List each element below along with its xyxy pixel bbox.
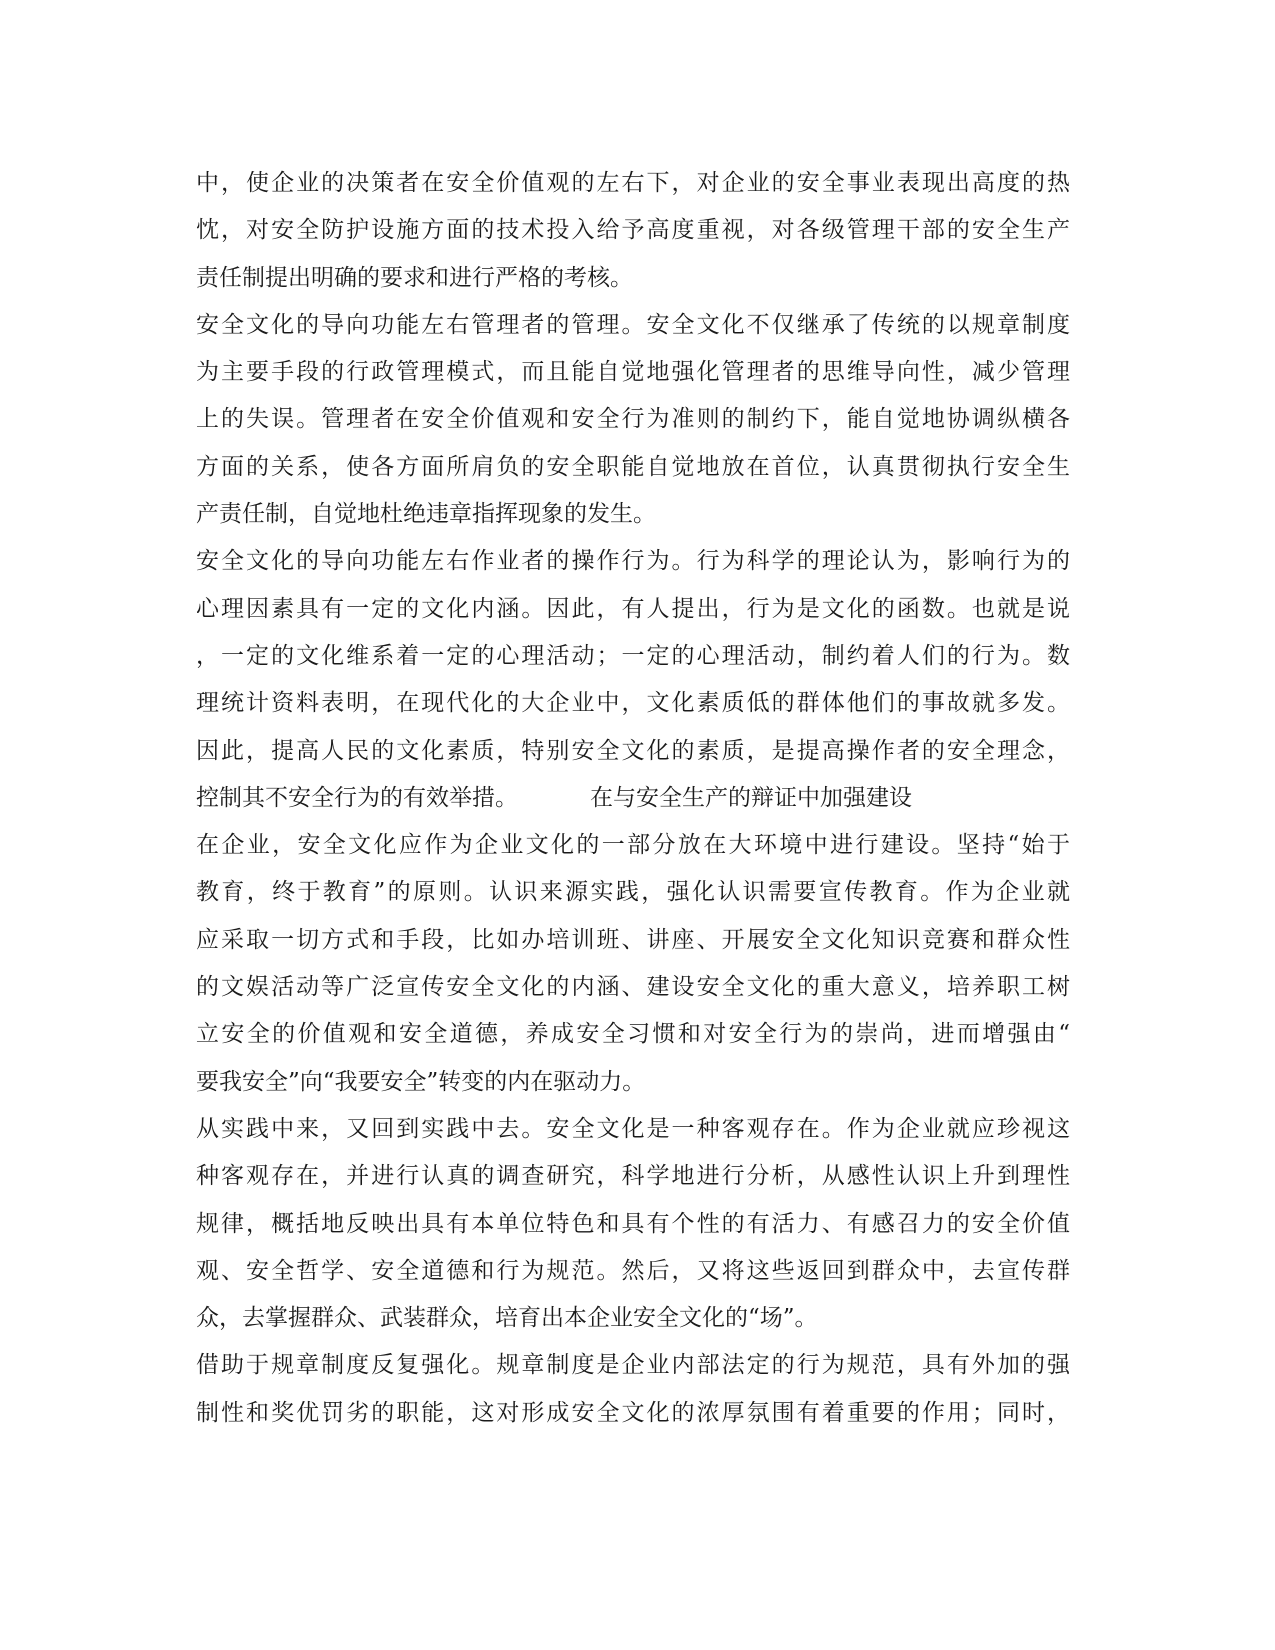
text-line: 观、安全哲学、安全道德和行为规范。然后，又将这些返回到群众中，去宣传群	[196, 1257, 1070, 1284]
section-heading: 在与安全生产的辩证中加强建设	[590, 784, 912, 811]
text-line: 安全文化的导向功能左右作业者的操作行为。行为科学的理论认为，影响行为的	[196, 548, 1070, 575]
text-line: 规律，概括地反映出具有本单位特色和具有个性的有活力、有感召力的安全价值	[196, 1210, 1070, 1237]
text-line: 借助于规章制度反复强化。规章制度是企业内部法定的行为规范，具有外加的强	[196, 1352, 1070, 1379]
text-line: 要我安全”向“我要安全”转变的内在驱动力。	[196, 1068, 646, 1095]
text-line: 从实践中来，又回到实践中去。安全文化是一种客观存在。作为企业就应珍视这	[196, 1115, 1070, 1142]
text-line: 种客观存在，并进行认真的调查研究，科学地进行分析，从感性认识上升到理性	[196, 1163, 1070, 1190]
text-line: 制性和奖优罚劣的职能，这对形成安全文化的浓厚氛围有着重要的作用；同时，	[196, 1399, 1070, 1426]
text-line: 控制其不安全行为的有效举措。	[196, 784, 518, 811]
text-line: ，一定的文化维系着一定的心理活动；一定的心理活动，制约着人们的行为。数	[196, 642, 1070, 669]
text-line: 上的失误。管理者在安全价值观和安全行为准则的制约下，能自觉地协调纵横各	[196, 406, 1070, 433]
text-line: 众，去掌握群众、武装群众，培育出本企业安全文化的“场”。	[196, 1305, 818, 1332]
text-line-with-heading	[196, 775, 1070, 822]
text-line: 的文娱活动等广泛宣传安全文化的内涵、建设安全文化的重大意义，培养职工树	[196, 974, 1070, 1001]
text-line: 方面的关系，使各方面所肩负的安全职能自觉地放在首位，认真贯彻执行安全生	[196, 453, 1070, 480]
document-body	[196, 160, 1070, 1437]
text-line: 忱，对安全防护设施方面的技术投入给予高度重视，对各级管理干部的安全生产	[196, 217, 1070, 244]
text-line: 安全文化的导向功能左右管理者的管理。安全文化不仅继承了传统的以规章制度	[196, 311, 1070, 338]
text-line: 应采取一切方式和手段，比如办培训班、讲座、开展安全文化知识竞赛和群众性	[196, 926, 1070, 953]
text-line: 心理因素具有一定的文化内涵。因此，有人提出，行为是文化的函数。也就是说	[196, 595, 1070, 622]
text-line: 教育，终于教育”的原则。认识来源实践，强化认识需要宣传教育。作为企业就	[196, 879, 1070, 906]
text-line: 在企业，安全文化应作为企业文化的一部分放在大环境中进行建设。坚持“始于	[196, 832, 1070, 859]
text-line: 中，使企业的决策者在安全价值观的左右下，对企业的安全事业表现出高度的热	[196, 170, 1070, 196]
text-line: 理统计资料表明，在现代化的大企业中，文化素质低的群体他们的事故就多发。	[196, 690, 1070, 717]
text-line: 产责任制，自觉地杜绝违章指挥现象的发生。	[196, 501, 656, 528]
text-line: 为主要手段的行政管理模式，而且能自觉地强化管理者的思维导向性，减少管理	[196, 359, 1070, 386]
text-line: 立安全的价值观和安全道德，养成安全习惯和对安全行为的崇尚，进而增强由“	[196, 1021, 1070, 1048]
text-line: 因此，提高人民的文化素质，特别安全文化的素质，是提高操作者的安全理念，	[196, 737, 1070, 764]
text-line: 责任制提出明确的要求和进行严格的考核。	[196, 264, 633, 291]
